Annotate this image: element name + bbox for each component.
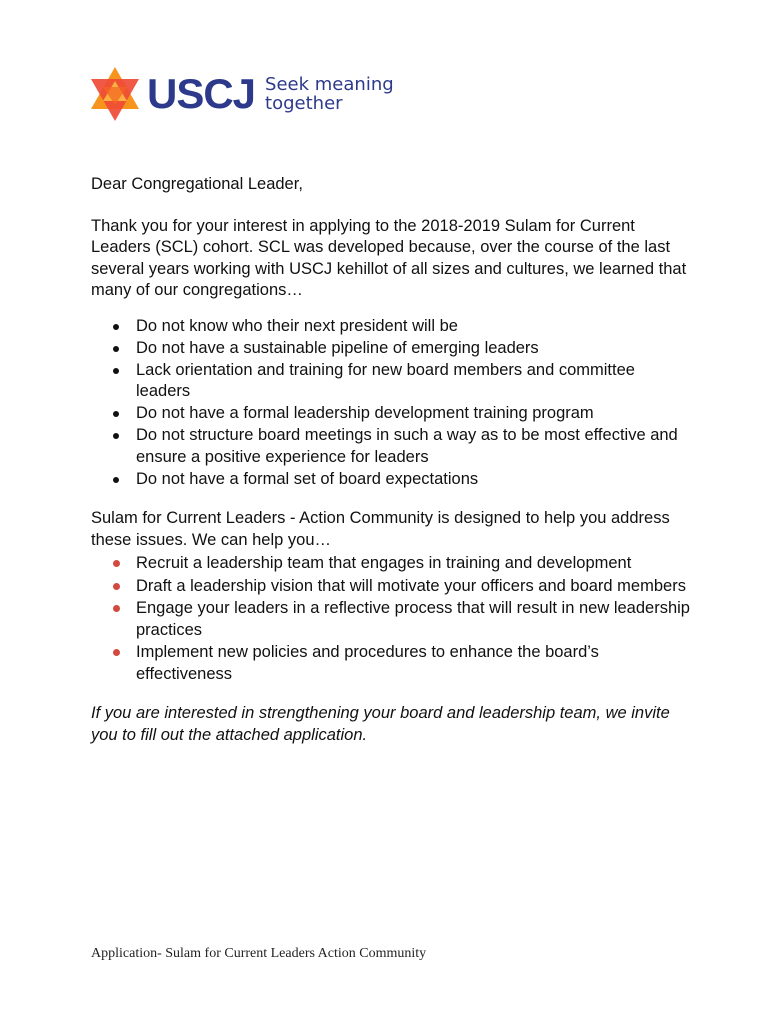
logo-tagline-line2: together: [265, 93, 343, 114]
letter-intro-paragraph: Thank you for your interest in applying to the 2018-2019 Sulam for Current Leaders (SCL) cohort. SCL was developed because, over the course of the last several years working with USCJ kehillot of all sizes and cultures, we learned that many of our congregations…: [91, 216, 687, 299]
benefits-list: [91, 553, 691, 685]
logo-tagline: [265, 75, 394, 113]
letter-greeting: Dear Congregational Leader,: [91, 175, 303, 193]
list-item: Draft a leadership vision that will motivate your officers and board members: [91, 576, 691, 598]
letter-body: [91, 174, 691, 746]
uscj-logo: [89, 62, 394, 126]
star-of-david-logo-icon: [89, 65, 141, 123]
list-item: Implement new policies and procedures to enhance the board’s effectiveness: [91, 642, 691, 685]
list-item: Do not have a formal set of board expectations: [91, 469, 691, 491]
list-item: Engage your leaders in a reflective process that will result in new leadership practices: [91, 598, 691, 641]
list-item: Do not structure board meetings in such a way as to be most effective and ensure a positive experience for leaders: [91, 425, 691, 468]
sulam-intro-paragraph: Sulam for Current Leaders - Action Community is designed to help you address these issues. We can help you…: [91, 509, 670, 549]
problems-list: [91, 316, 691, 491]
logo-tagline-line1: Seek meaning: [265, 74, 394, 95]
list-item: Recruit a leadership team that engages in training and development: [91, 553, 691, 575]
list-item: Do not know who their next president will be: [91, 316, 691, 338]
page-footer: Application- Sulam for Current Leaders Action Community: [91, 946, 427, 961]
list-item: Do not have a formal leadership development training program: [91, 403, 691, 425]
logo-wordmark: USCJ: [147, 70, 256, 117]
closing-paragraph: If you are interested in strengthening your board and leadership team, we invite you to fill out the attached application.: [91, 704, 670, 744]
list-item: Lack orientation and training for new board members and committee leaders: [91, 360, 691, 403]
list-item: Do not have a sustainable pipeline of emerging leaders: [91, 338, 691, 360]
